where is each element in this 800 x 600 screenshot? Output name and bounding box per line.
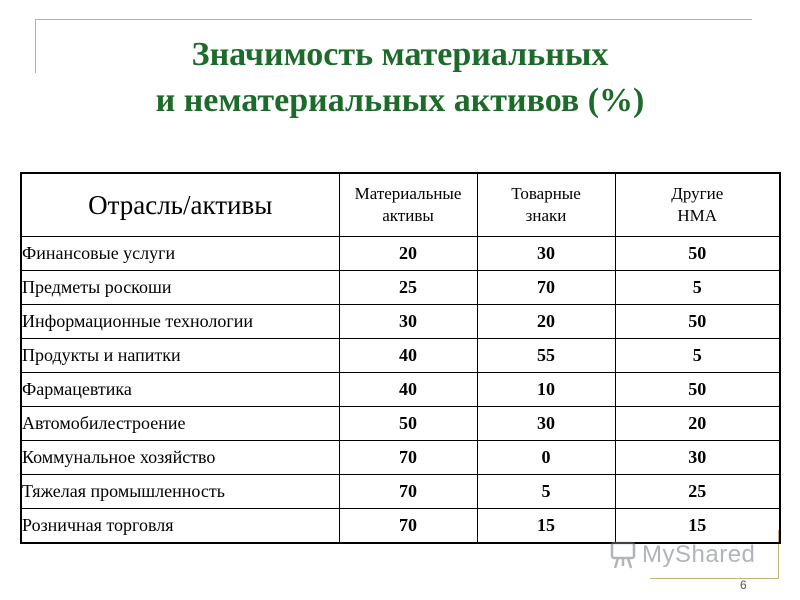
watermark-text: MyShared [642,541,756,568]
tangible-value: 20 [339,237,477,271]
industry-name: Автомобилестроение [21,407,339,441]
industry-name: Фармацевтика [21,373,339,407]
trademarks-value: 30 [477,407,615,441]
trademarks-value: 5 [477,475,615,509]
header-trademarks [477,173,615,237]
industry-name: Тяжелая промышленность [21,475,339,509]
header-other-line-2: НМА [677,206,718,225]
trademarks-value: 70 [477,271,615,305]
industry-name: Коммунальное хозяйство [21,441,339,475]
industry-name: Розничная торговля [21,509,339,544]
watermark [610,538,755,572]
table-row [21,305,780,339]
header-tangible-line-1: Материальные [354,184,462,203]
header-other-line-1: Другие [671,184,724,203]
other-value: 30 [615,441,780,475]
table-header-row [21,173,780,237]
slide-title-line-2: и нематериальных активов (%) [155,82,645,119]
trademarks-value: 15 [477,509,615,544]
tangible-value: 70 [339,475,477,509]
frame-line-bottom [650,578,779,579]
other-value: 5 [615,271,780,305]
tangible-value: 40 [339,373,477,407]
slide-title-line-1: Значимость материальных [191,36,609,73]
other-value: 5 [615,339,780,373]
header-other-intangibles [615,173,780,237]
industry-name: Продукты и напитки [21,339,339,373]
header-tangible-line-2: активы [382,206,434,225]
page-number: 6 [740,578,747,592]
tangible-value: 70 [339,509,477,544]
frame-line-left [35,19,36,73]
tangible-value: 30 [339,305,477,339]
tangible-value: 50 [339,407,477,441]
industry-name: Финансовые услуги [21,237,339,271]
other-value: 15 [615,509,780,544]
table-row [21,407,780,441]
industry-name: Информационные технологии [21,305,339,339]
table-row [21,237,780,271]
trademarks-value: 0 [477,441,615,475]
assets-table [20,172,781,544]
other-value: 50 [615,373,780,407]
industry-name: Предметы роскоши [21,271,339,305]
table-row [21,441,780,475]
table-row [21,271,780,305]
header-trademarks-line-2: знаки [525,206,567,225]
tangible-value: 25 [339,271,477,305]
other-value: 50 [615,305,780,339]
header-tangible-assets [339,173,477,237]
other-value: 20 [615,407,780,441]
trademarks-value: 20 [477,305,615,339]
table-row [21,339,780,373]
header-trademarks-line-1: Товарные [511,184,581,203]
trademarks-value: 10 [477,373,615,407]
tangible-value: 40 [339,339,477,373]
trademarks-value: 55 [477,339,615,373]
frame-line-top [35,19,752,20]
slide-title [60,32,740,124]
other-value: 25 [615,475,780,509]
tangible-value: 70 [339,441,477,475]
trademarks-value: 30 [477,237,615,271]
presentation-board-icon [610,540,636,570]
table-row [21,373,780,407]
header-industry: Отрасль/активы [21,173,339,237]
other-value: 50 [615,237,780,271]
table-row [21,475,780,509]
